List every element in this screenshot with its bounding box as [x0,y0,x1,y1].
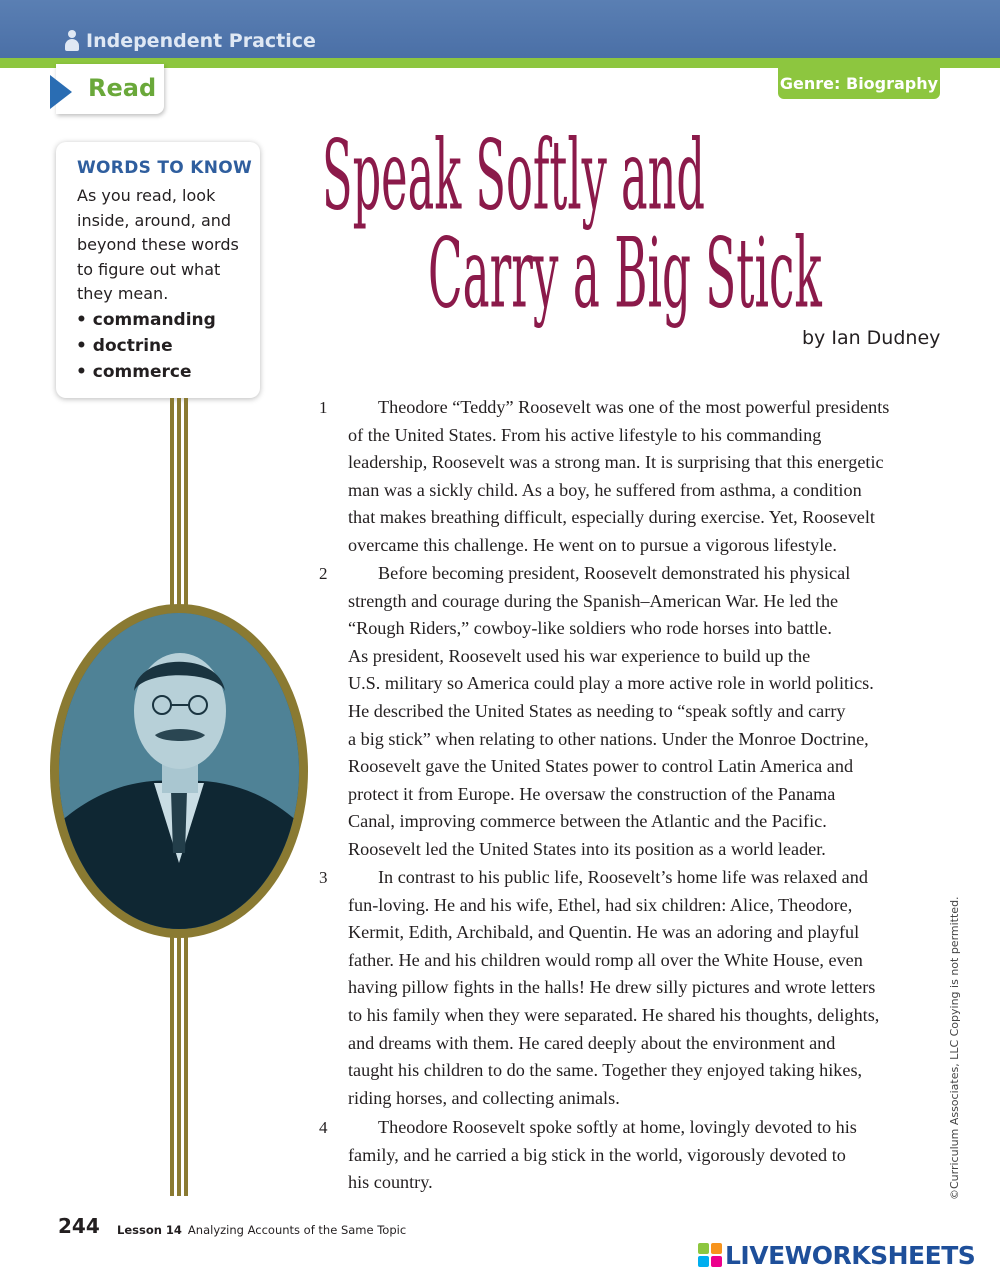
text-line: Before becoming president, Roosevelt demonstrated his physical [378,563,851,583]
title-line-2: Carry a Big Stick [428,216,822,330]
text-line: man was a sickly child. As a boy, he suffered from asthma, a condition [348,479,862,500]
liveworksheets-logo[interactable] [698,1238,975,1272]
lesson-label: Lesson 14 [117,1223,182,1237]
decorative-line [177,398,181,618]
text-line: that makes breathing difficult, especially during exercise. Yet, Roosevelt [348,507,875,528]
text-line: taught his children to do the same. Together they enjoyed taking hikes, [348,1060,863,1081]
text-line: Roosevelt led the United States into its position as a world leader. [348,838,826,859]
read-label: Read [88,74,157,102]
text-line: Canal, improving commerce between the Atlantic and the Pacific. [348,811,827,832]
text-line: Theodore Roosevelt spoke softly at home, lovingly devoted to his [378,1117,857,1137]
vocabulary-word: • doctrine [76,336,173,356]
text-line: Theodore “Teddy” Roosevelt was one of the most powerful presidents [378,397,890,417]
title-line-1: Speak Softly and [322,118,705,232]
decorative-line [170,930,174,1196]
text-line: U.S. military so America could play a more active role in world politics. [348,673,874,694]
text-line: family, and he carried a big stick in the world, vigorously devoted to [348,1144,846,1165]
portrait-illustration [59,613,299,929]
person-icon [64,30,80,52]
decorative-line [170,398,174,618]
lesson-footer [117,1223,406,1237]
genre-tag: Genre: Biography [778,68,940,99]
text-line: protect it from Europe. He oversaw the construction of the Panama [348,783,836,804]
logo-blocks-icon [698,1243,722,1267]
text-line: to his family when they were separated. He shared his thoughts, delights, [348,1004,880,1025]
words-to-know-heading: WORDS TO KNOW [77,158,253,178]
intro-line: inside, around, and [77,210,232,230]
section-header [64,30,316,52]
paragraph-1 [348,394,928,560]
intro-line: they mean. [77,284,169,303]
text-line: a big stick” when relating to other nations. Under the Monroe Doctrine, [348,728,869,749]
page-number: 244 [58,1214,100,1238]
vocabulary-word: • commerce [76,362,192,382]
text-line: riding horses, and collecting animals. [348,1087,620,1108]
brand-name: LIVEWORKSHEETS [725,1240,976,1270]
paragraph-number: 4 [319,1118,328,1137]
text-line: father. He and his children would romp all over the White House, even [348,949,863,970]
text-line: Kermit, Edith, Archibald, and Quentin. He was an adoring and playful [348,922,860,943]
lesson-title: Analyzing Accounts of the Same Topic [187,1223,407,1237]
paragraph-2 [348,560,928,864]
text-line: of the United States. From his active lifestyle to his commanding [348,424,822,445]
text-line: overcame this challenge. He went on to pursue a vigorous lifestyle. [348,534,837,555]
decorative-line [177,930,181,1196]
text-line: strength and courage during the Spanish–American War. He led the [348,590,839,611]
vocabulary-word: • commanding [76,310,216,330]
intro-line: to figure out what [77,259,221,279]
text-line: In contrast to his public life, Roosevelt’s home life was relaxed and [378,867,868,887]
decorative-line [184,930,188,1196]
paragraph-3 [348,864,928,1112]
paragraph-number: 1 [319,398,328,417]
text-line: “Rough Riders,” cowboy-like soldiers who rode horses into battle. [348,618,832,639]
paragraph-number: 2 [319,564,328,583]
decorative-line [184,398,188,618]
portrait-photo [59,613,299,929]
text-line: fun-loving. He and his wife, Ethel, had six children: Alice, Theodore, [348,894,853,915]
text-line: As president, Roosevelt used his war experience to build up the [348,645,811,666]
copyright-notice: ©Curriculum Associates, LLC Copying is not permitted. [948,896,961,1200]
text-line: He described the United States as needing to “speak softly and carry [348,700,846,721]
text-line: and dreams with them. He cared deeply about the environment and [348,1032,836,1053]
section-label: Independent Practice [86,30,316,52]
paragraph-4 [348,1114,928,1197]
intro-line: As you read, look [77,186,216,205]
text-line: his country. [348,1172,433,1193]
paragraph-number: 3 [319,868,328,887]
text-line: having pillow fights in the halls! He drew silly pictures and wrote letters [348,977,876,998]
text-line: leadership, Roosevelt was a strong man. It is surprising that this energetic [348,452,884,473]
author-byline: by Ian Dudney [802,327,941,349]
intro-line: beyond these words [77,235,239,254]
vocabulary-list [76,307,216,385]
text-line: Roosevelt gave the United States power to control Latin America and [348,756,854,777]
play-arrow-icon [50,75,72,109]
words-to-know-intro [77,184,247,307]
